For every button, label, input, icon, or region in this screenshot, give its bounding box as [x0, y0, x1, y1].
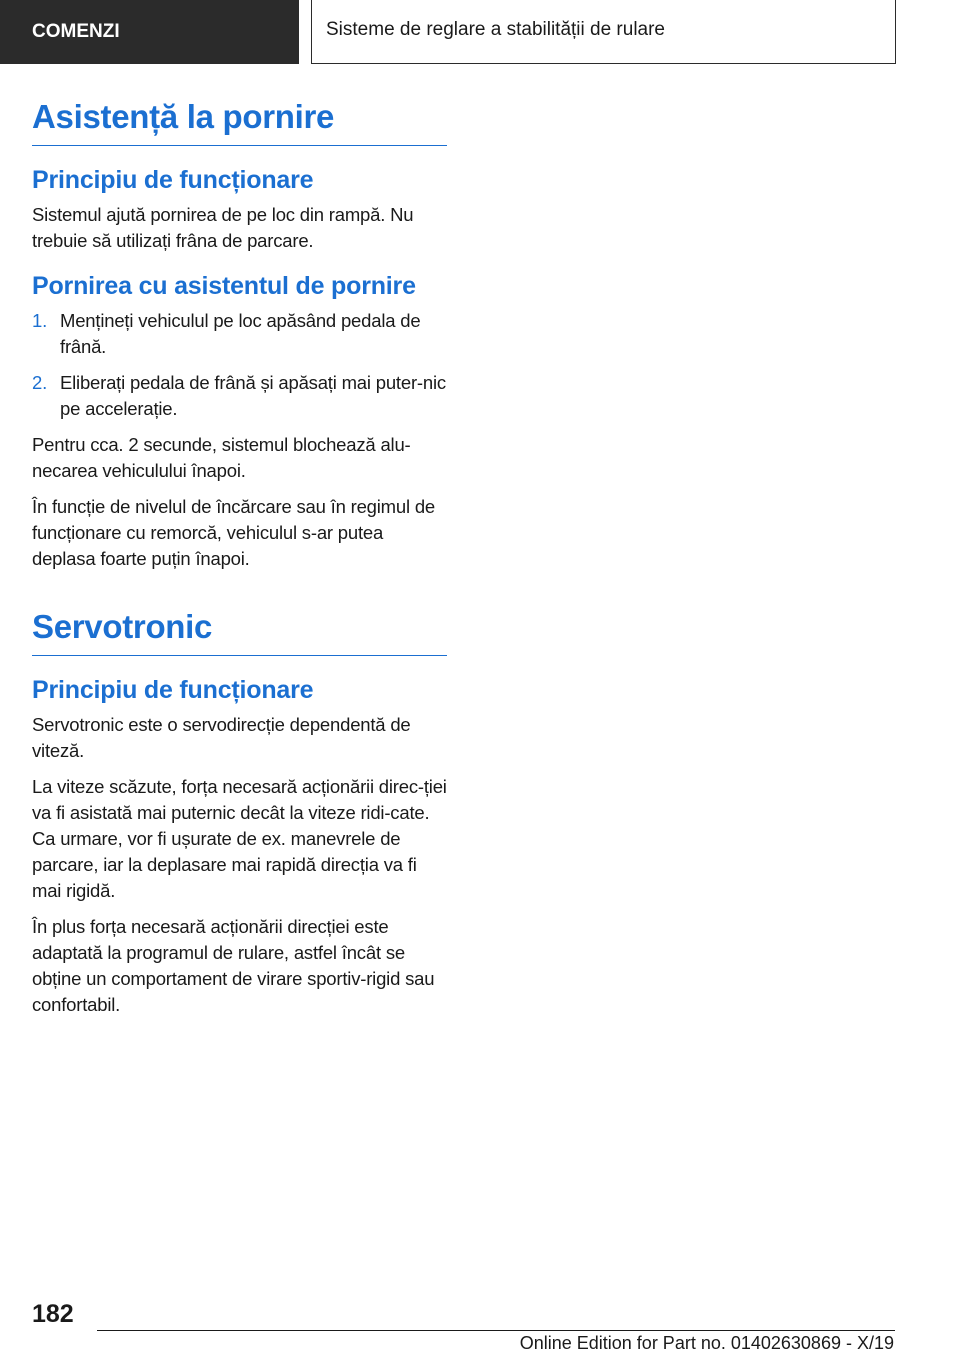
paragraph: Servotronic este o servodirecție dependentă de viteză.: [32, 714, 411, 761]
section-title-servotronic: Servotronic: [32, 606, 447, 656]
main-column: [32, 96, 447, 1018]
list-item: [32, 308, 447, 360]
paragraph: La viteze scăzute, forța necesară acționării direc-ției va fi asistată mai puternic decât la viteze ridi-cate. Ca urmare, vor fi ușurate de ex. manevrele de parcare, iar la deplasare mai rapidă direcția va fi mai rigidă.: [32, 776, 447, 901]
header-chapter-label: Sisteme de reglare a stabilității de rulare: [326, 19, 666, 40]
subsection-title-principle: Principiu de funcționare: [32, 676, 314, 704]
list-item: [32, 370, 447, 422]
header-section-tab: [0, 0, 299, 64]
subsection-title-start-with-assist: Pornirea cu asistentul de pornire: [32, 272, 416, 300]
footer-divider: [97, 1330, 895, 1331]
step-text: Mențineți vehiculul pe loc apăsând pedala de frână.: [60, 310, 421, 357]
paragraph: În plus forța necesară acționării direcției este adaptată la programul de rulare, astfel încât se obține un comportament de virare sportiv-rigid sau confortabil.: [32, 916, 435, 1015]
section-title-hill-start: Asistență la pornire: [32, 96, 447, 146]
header-section-label: COMENZI: [32, 21, 120, 42]
step-number: 2.: [32, 372, 48, 393]
header-chapter-box: [311, 0, 896, 64]
step-text: Eliberați pedala de frână și apăsați mai puter-nic pe accelerație.: [60, 372, 446, 419]
subsection-title-principle: Principiu de funcționare: [32, 166, 314, 194]
steps-list: [32, 308, 447, 422]
page-number: 182: [32, 1300, 74, 1328]
step-number: 1.: [32, 310, 48, 331]
paragraph: Sistemul ajută pornirea de pe loc din rampă. Nu trebuie să utilizați frâna de parcare.: [32, 204, 414, 251]
footer-edition: Online Edition for Part no. 01402630869 - X/19: [519, 1333, 894, 1353]
paragraph: Pentru cca. 2 secunde, sistemul blochează alu-necarea vehiculului înapoi.: [32, 434, 411, 481]
paragraph: În funcție de nivelul de încărcare sau în regimul de funcționare cu remorcă, vehiculul s-ar putea deplasa foarte puțin înapoi.: [32, 496, 436, 569]
